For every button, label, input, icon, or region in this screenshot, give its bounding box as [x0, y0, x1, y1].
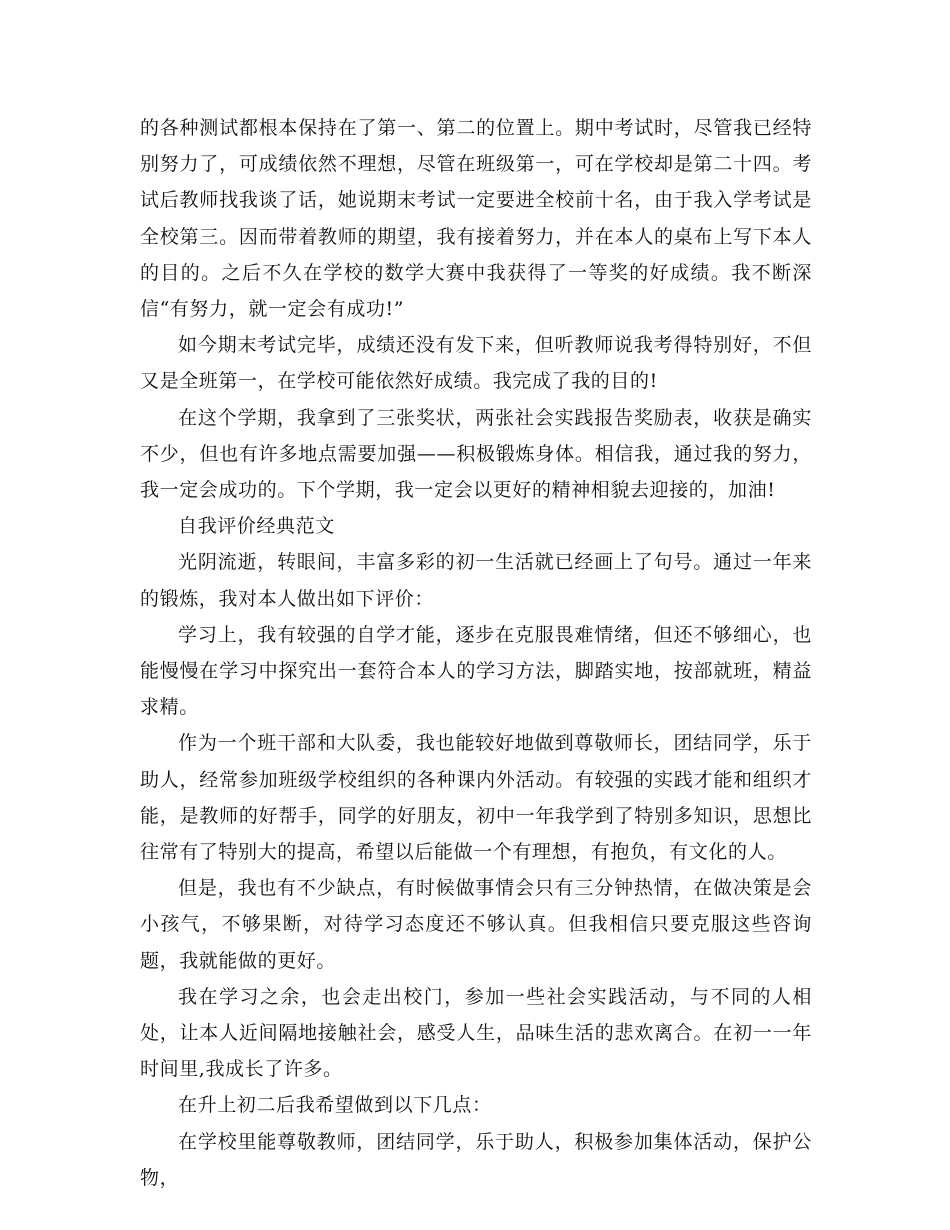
- document-body: [140, 110, 812, 1196]
- paragraph-9: 我在学习之余，也会走出校门，参加一些社会实践活动，与不同的人相处，让本人近间隔地接触社会，感受人生，品味生活的悲欢离合。在初一一年时间里,我成长了许多。: [140, 985, 812, 1081]
- paragraph-6: 学习上，我有较强的自学才能，逐步在克服畏难情绪，但还不够细心，也能慢慢在学习中探究出一套符合本人的学习方法，脚踏实地，按部就班，精益求精。: [140, 623, 812, 719]
- paragraph-8: 但是，我也有不少缺点，有时候做事情会只有三分钟热情，在做决策是会小孩气，不够果断，对待学习态度还不够认真。但我相信只要克服这些咨询题，我就能做的更好。: [140, 877, 812, 972]
- paragraph-10: 在升上初二后我希望做到以下几点：: [178, 1094, 492, 1117]
- paragraph-7: 作为一个班干部和大队委，我也能较好地做到尊敬师长，团结同学，乐于助人，经常参加班级学校组织的各种课内外活动。有较强的实践才能和组织才能，是教师的好帮手，同学的好朋友，初中一年我学到了特别多知识，思想比往常有了特别大的提高，希望以后能做一个有理想，有抱负，有文化的人。: [140, 732, 812, 864]
- paragraph-2: 如今期末考试完毕，成绩还没有发下来，但听教师说我考得特别好，不但又是全班第一，在学校可能依然好成绩。我完成了我的目的!: [140, 334, 812, 393]
- paragraph-5: 光阴流逝，转眼间，丰富多彩的初一生活就已经画上了句号。通过一年来的锻炼，我对本人做出如下评价：: [140, 551, 812, 610]
- paragraph-1: 的各种测试都根本保持在了第一、第二的位置上。期中考试时，尽管我已经特别努力了，可成绩依然不理想，尽管在班级第一，可在学校却是第二十四。考试后教师找我谈了话，她说期末考试一定要进全校前十名，由于我入学考试是全校第三。因而带着教师的期望，我有接着努力，并在本人的桌布上写下本人的目的。之后不久在学校的数学大赛中我获得了一等奖的好成绩。我不断深信“有努力，就一定会有成功!”: [140, 117, 812, 321]
- paragraph-11: 在学校里能尊敬教师，团结同学，乐于助人，积极参加集体活动，保护公物，: [140, 1130, 812, 1189]
- section-heading: 自我评价经典范文: [178, 515, 335, 538]
- paragraph-3: 在这个学期，我拿到了三张奖状，两张社会实践报告奖励表，收获是确实不少，但也有许多地点需要加强——积极锻炼身体。相信我，通过我的努力，我一定会成功的。下个学期，我一定会以更好的精神相貌去迎接的，加油!: [140, 406, 812, 502]
